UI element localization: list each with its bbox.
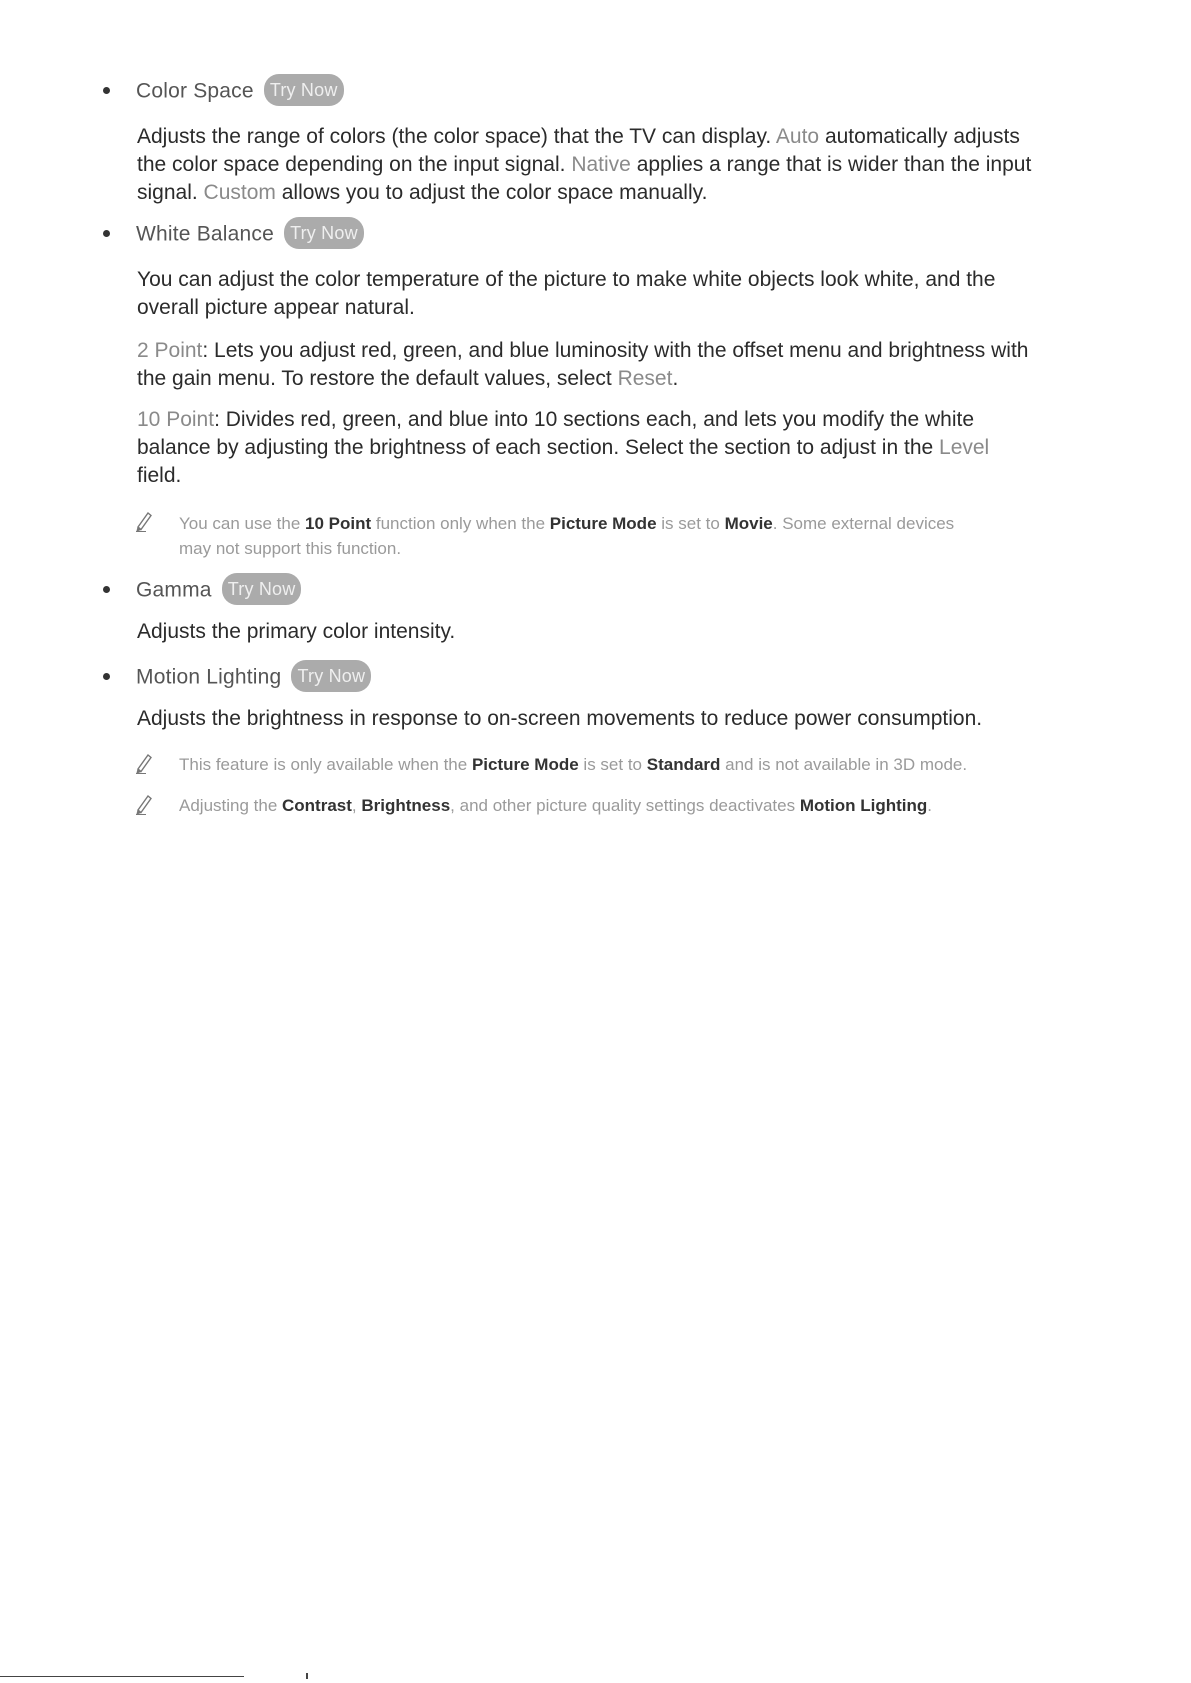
text: automatically adjusts [819,125,1020,148]
pencil-icon [134,752,154,774]
text: , and other picture quality settings deactivates [450,796,800,815]
try-now-button[interactable]: Try Now [264,74,344,106]
note-standard-mode [179,752,1119,777]
text: function only when the [371,514,550,533]
bold-text: Standard [646,755,721,774]
text: field. [137,464,182,487]
text: signal. [137,181,204,204]
white-balance-heading [103,219,364,251]
try-now-button[interactable]: Try Now [291,660,371,692]
text: overall picture appear natural. [137,296,415,319]
text: the gain menu. To restore the default values, select [137,367,618,390]
bullet [103,586,110,593]
motion-lighting-title: Motion Lighting [136,665,282,689]
pencil-icon [134,510,154,532]
bold-text: Picture Mode [471,755,579,774]
text: Adjusting the [179,796,283,815]
bullet [103,230,110,237]
motion-lighting-description: Adjusts the brightness in response to on-screen movements to reduce power consumption. [137,707,983,730]
gamma-title: Gamma [136,578,212,602]
text: and is not available in 3D mode. [720,755,968,774]
keyword-10-point: 10 Point [137,408,215,431]
bold-text: Brightness [361,796,451,815]
text: Adjusts the range of colors (the color space) that the TV can display. [137,125,776,148]
text: . Some external devices [772,514,955,533]
keyword-native: Native [571,153,631,176]
keyword-custom: Custom [203,181,276,204]
bold-text: Picture Mode [549,514,657,533]
bullet [103,87,110,94]
gamma-description: Adjusts the primary color intensity. [137,620,456,643]
bold-text: Contrast [282,796,352,815]
text: applies a range that is wider than the input [630,153,1032,176]
text: is set to [578,755,647,774]
bold-text: 10 Point [305,514,372,533]
try-now-button[interactable]: Try Now [284,217,364,249]
text: the color space depending on the input signal. [137,153,572,176]
keyword-reset: Reset [617,367,673,390]
footer-rule [0,1676,244,1677]
white-balance-2point [137,337,1117,393]
footer-mark [306,1673,308,1679]
white-balance-10point [137,406,1117,490]
text: : Lets you adjust red, green, and blue luminosity with the offset menu and brightness with [202,339,1029,362]
color-space-title: Color Space [136,79,254,103]
text: balance by adjusting the brightness of each section. Select the section to adjust in the [137,436,940,459]
text: : Divides red, green, and blue into 10 sections each, and lets you modify the white [214,408,975,431]
text: You can use the [179,514,306,533]
color-space-heading [103,76,344,108]
bullet [103,673,110,680]
note-deactivation [179,793,1119,818]
text: This feature is only available when the [179,755,472,774]
text: . [672,367,679,390]
white-balance-title: White Balance [136,222,275,246]
white-balance-intro [137,266,1117,322]
pencil-icon [134,793,154,815]
keyword-2-point: 2 Point [137,339,203,362]
bold-text: Movie [724,514,773,533]
keyword-level: Level [939,436,990,459]
motion-lighting-heading [103,662,371,694]
text: You can adjust the color temperature of the picture to make white objects look white, and the [137,268,996,291]
text: . [927,796,933,815]
gamma-heading [103,575,301,607]
color-space-description [137,123,1117,207]
text: , [351,796,362,815]
try-now-button[interactable]: Try Now [222,573,302,605]
bold-text: Motion Lighting [799,796,928,815]
text: is set to [656,514,725,533]
keyword-auto: Auto [775,125,820,148]
note-10-point [179,511,1119,561]
text: allows you to adjust the color space manually. [275,181,708,204]
text: may not support this function. [179,539,402,558]
